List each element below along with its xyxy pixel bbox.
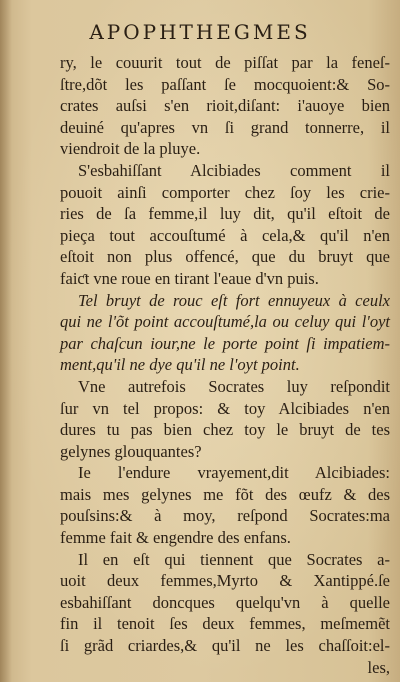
text-line: pouſsins:& à moy, reſpond Socrates:ma (60, 506, 390, 526)
text-line: crates auſsi s'en rioit,diſant: i'auoye bien (60, 96, 390, 116)
text-line: Tel bruyt de rouc eſt fort ennuyeux à ceulx (78, 290, 390, 310)
text-line: mais mes gelynes me fõt des œufz & des (60, 484, 390, 504)
catchword: les, (367, 657, 390, 677)
running-title: APOPHTHEGMES (89, 20, 311, 44)
text-line: faiƈt vne roue en tirant l'eaue d'vn puis. (60, 268, 319, 288)
text-line: pieça tout accouſtumé à cela,& qu'il n'en (60, 225, 390, 245)
text-line: pouoit ainſi comporter chez ſoy les crie- (60, 182, 390, 202)
text-line: ry, le couurit tout de piſſat par la feneſ- (60, 53, 390, 72)
body-text (60, 52, 390, 678)
text-line: ment,qu'il ne dye qu'il ne l'oyt point. (60, 355, 300, 375)
text-line: esbahiſſant doncques quelqu'vn à quelle (60, 592, 390, 612)
text-line: uoit deux femmes,Myrto & Xantippé.ſe (60, 571, 390, 591)
text-line: qui ne l'õt point accouſtumé,la ou celuy qui l'oyt (60, 312, 390, 332)
text-line: Il en eſt qui tiennent que Socrates a- (78, 549, 390, 569)
text-line: eſtoit non plus offencé, que du bruyt que (60, 247, 390, 267)
text-line: ries de ſa femme,il luy dit, qu'il eſtoit de (60, 204, 390, 224)
text-line: Vne autrefois Socrates luy reſpondit (78, 376, 390, 396)
text-line: ſi grãd criardes,& qu'il ne les chaſſoit:el- (60, 636, 390, 656)
text-line: par chaſcun iour,ne le porte point ſi impatiem- (60, 333, 390, 353)
text-line: dures tu pas bien chez toy le bruyt de tes (60, 420, 390, 440)
text-line: fin il tenoit ſes deux femmes, meſmemẽt (60, 614, 390, 634)
text-line: gelynes glouquantes? (60, 441, 202, 461)
binding-shadow (0, 0, 12, 682)
text-line: Ie l'endure vrayement,dit Alcibiades: (78, 463, 390, 483)
text-line: deuiné qu'apres vn ſi grand tonnerre, il (60, 117, 390, 137)
text-line: ſtre,dõt les paſſant ſe mocquoient:& So- (60, 74, 390, 94)
text-line: viendroit de la pluye. (60, 139, 201, 159)
text-line: femme fait & engendre des enfans. (60, 528, 291, 548)
text-line: S'esbahiſſant Alcibiades comment il (78, 160, 390, 180)
text-line: ſur vn tel propos: & toy Alcibiades n'en (60, 398, 390, 418)
